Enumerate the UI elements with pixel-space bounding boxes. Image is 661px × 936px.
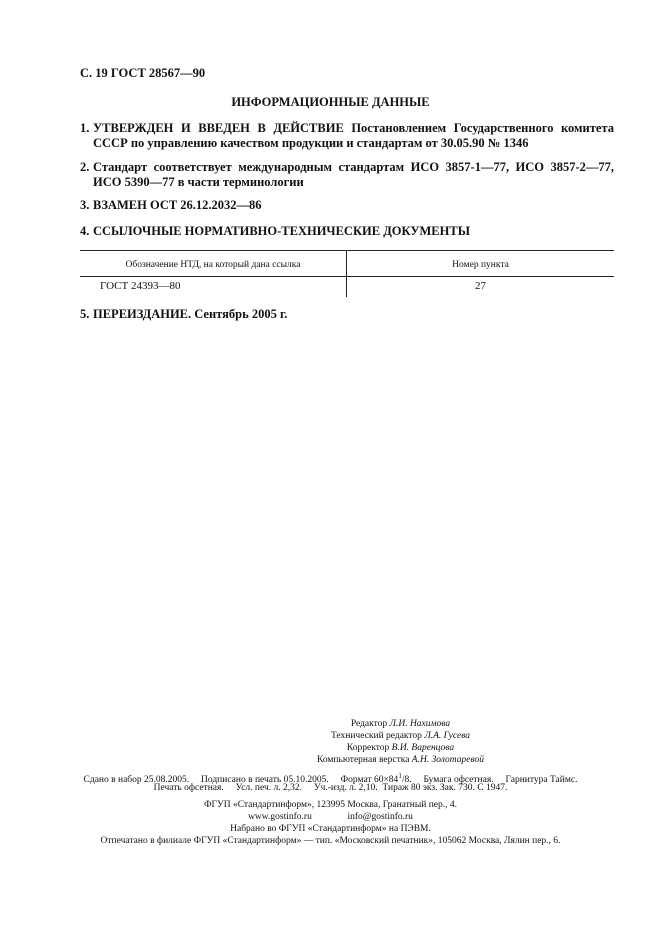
imprint-corrector (70, 742, 661, 754)
corrector-label: Корректор (346, 743, 390, 753)
imprint-line-4: www.gostinfo.ru info@gostinfo.ru (248, 812, 413, 822)
item-text: Стандарт соответствует международным стандартам ИСО 3857-1—77, ИСО 3857-2—77, ИСО 5390—77 в части терминологии (93, 160, 614, 189)
imprint-editor (70, 718, 661, 730)
item-text: УТВЕРЖДЕН И ВВЕДЕН В ДЕЙСТВИЕ Постановлением Государственного комитета СССР по управлению качеством продукции и стандартам от 30.05.90 № 1346 (93, 121, 614, 150)
table-header-doc: Обозначение НТД, на который дана ссылка (125, 260, 301, 270)
item-text: ПЕРЕИЗДАНИЕ. Сентябрь 2005 г. (93, 307, 288, 321)
item-text: ВЗАМЕН ОСТ 26.12.2032—86 (93, 198, 262, 212)
layout-name: А.Н. Золотаревой (411, 755, 485, 765)
item-text: ССЫЛОЧНЫЕ НОРМАТИВНО-ТЕХНИЧЕСКИЕ ДОКУМЕНТЫ (93, 224, 470, 238)
format-superscript: 1 (398, 772, 402, 780)
table-top-rule (80, 250, 614, 251)
item-number: 5. (80, 307, 90, 321)
imprint-line-3: ФГУП «Стандартинформ», 123995 Москва, Гранатный пер., 4. (203, 800, 458, 810)
info-item-2 (80, 160, 614, 190)
corrector-name: В.И. Варенцова (391, 743, 455, 753)
format-denominator: /8. (401, 775, 412, 786)
item-number: 3. (80, 198, 90, 212)
imprint-tech-editor (70, 730, 661, 742)
imprint-line-1-tail: Бумага офсетная. Гарнитура Таймс. (411, 775, 578, 786)
imprint-line-6: Отпечатано в филиале ФГУП «Стандартинформ» — тип. «Московский печатник», 105062 Москва, Лялин пер., 6. (100, 836, 561, 846)
item-number: 4. (80, 224, 90, 238)
info-item-3 (80, 198, 614, 213)
info-item-1 (80, 121, 614, 151)
imprint-line-2: Печать офсетная. Усл. печ. л. 2,32. Уч.-изд. л. 2,10. Тираж 80 экз. Зак. 730. С 1947. (153, 783, 508, 793)
imprint-line-1-text: Сдано в набор 25.08.2005. Подписано в печать 05.10.2005. Формат 60×84 (83, 775, 399, 786)
editor-name: Л.И. Нахимова (389, 719, 451, 729)
editor-label: Редактор (350, 719, 388, 729)
table-cell-doc: ГОСТ 24393—80 (100, 280, 181, 292)
tech-editor-name: Л.А. Гусева (424, 731, 471, 741)
imprint-layout (70, 754, 661, 766)
item-number: 1. (80, 121, 90, 135)
table-header-clause: Номер пункта (452, 260, 509, 270)
page-title: ИНФОРМАЦИОННЫЕ ДАННЫЕ (231, 95, 430, 109)
info-item-4 (80, 224, 614, 239)
table-header-rule (80, 276, 614, 277)
tech-editor-label: Технический редактор (330, 731, 422, 741)
layout-label: Компьютерная верстка (316, 755, 410, 765)
imprint-line-5: Набрано во ФГУП «Стандартинформ» на ПЭВМ. (230, 824, 431, 834)
table-cell-clause: 27 (475, 280, 486, 292)
item-number: 2. (80, 160, 90, 174)
page-header: С. 19 ГОСТ 28567—90 (80, 66, 206, 80)
info-item-5 (80, 307, 614, 322)
